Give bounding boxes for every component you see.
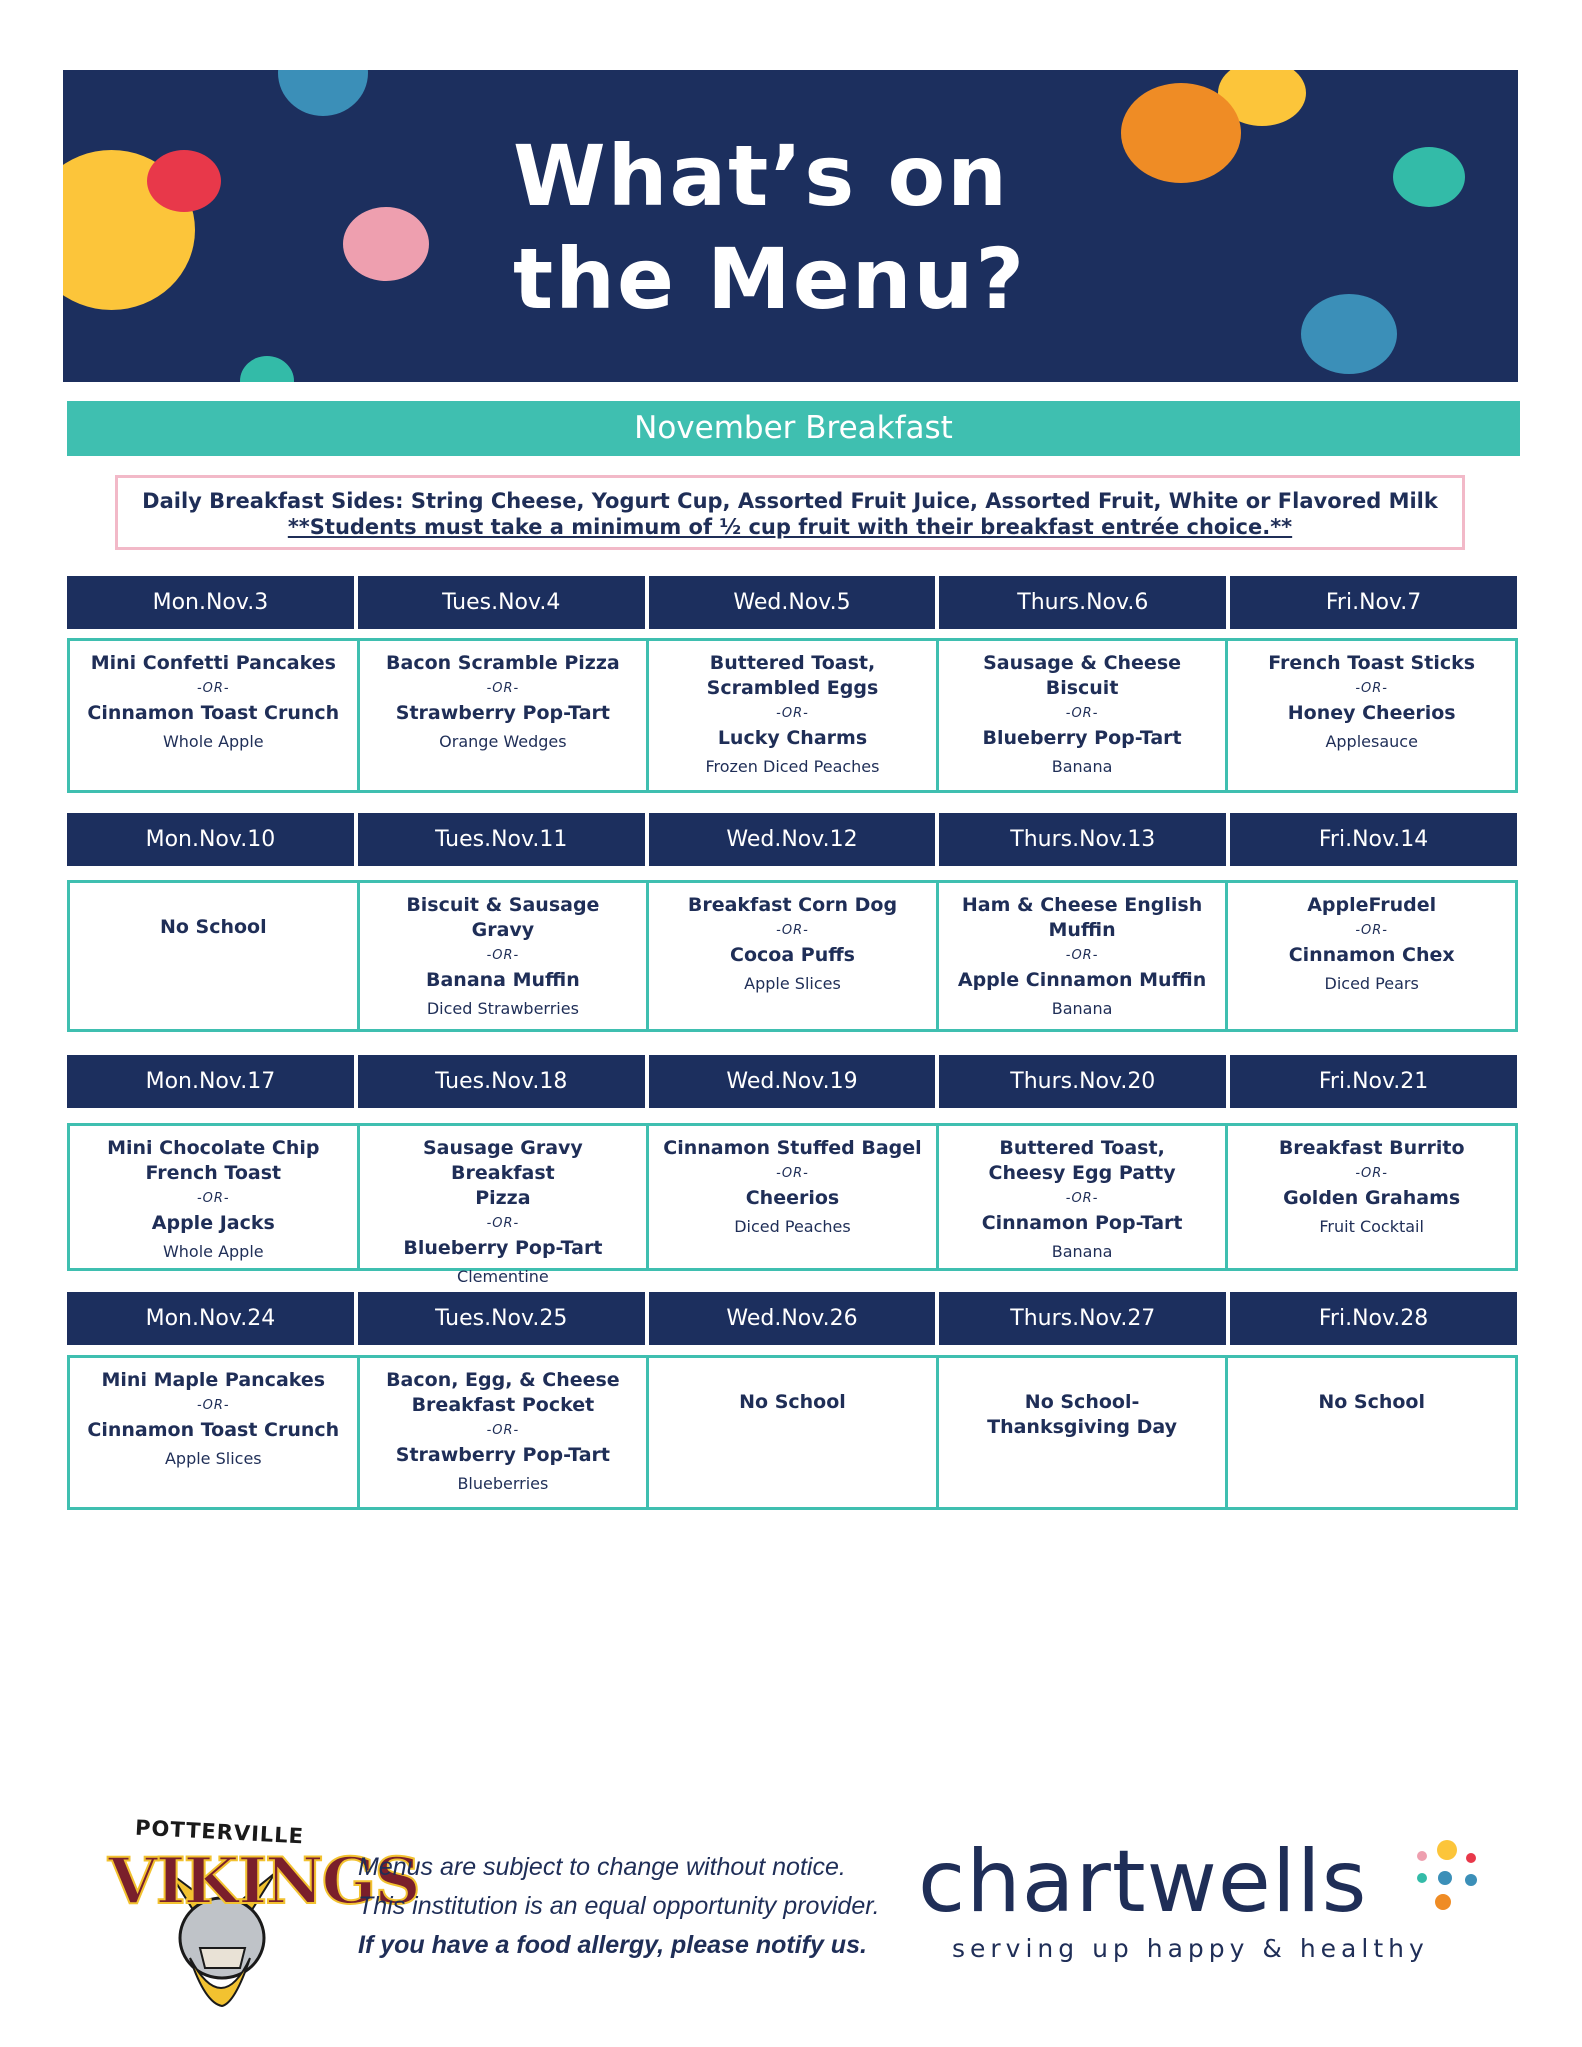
entree-option-2: Lucky Charms xyxy=(717,727,868,749)
notice-line-2: This institution is an equal opportunity provider. xyxy=(358,1892,880,1920)
menu-cell xyxy=(939,1358,1229,1507)
menu-cell xyxy=(649,1126,939,1268)
fruit-side: Whole Apple xyxy=(162,1242,264,1261)
decorative-dot xyxy=(343,207,429,281)
entree-option-2: Blueberry Pop-Tart xyxy=(403,1237,603,1259)
title-line-2: the Menu? xyxy=(513,230,1027,328)
entree-option-1: No School xyxy=(159,916,267,938)
week-menu-row xyxy=(67,880,1518,1032)
decorative-dot xyxy=(240,356,294,382)
month-title: November Breakfast xyxy=(67,401,1520,456)
menu-cell xyxy=(70,641,360,790)
menu-cell xyxy=(939,641,1229,790)
entree-option-1: Mini Confetti Pancakes xyxy=(90,652,336,674)
menu-cell xyxy=(360,883,650,1029)
or-separator: -OR- xyxy=(196,1398,230,1413)
menu-cell xyxy=(70,1358,360,1507)
week-menu-row xyxy=(67,1123,1518,1286)
fruit-requirement-text: **Students must take a minimum of ½ cup fruit with their breakfast entrée choice.** xyxy=(287,515,1293,539)
fruit-side: Banana xyxy=(1051,757,1113,776)
entree-option-1: Sausage Gravy Breakfast Pizza xyxy=(422,1137,583,1209)
brand-tagline: serving up happy & healthy xyxy=(952,1934,1429,1963)
entree-option-2: Cinnamon Chex xyxy=(1288,944,1455,966)
menu-cell xyxy=(1228,1358,1515,1507)
or-separator: -OR- xyxy=(196,681,230,696)
fruit-side: Diced Peaches xyxy=(734,1217,851,1236)
entree-option-1: No School xyxy=(739,1391,846,1413)
fruit-side: Orange Wedges xyxy=(439,732,567,751)
fruit-side: Fruit Cocktail xyxy=(1319,1217,1424,1236)
or-separator: -OR- xyxy=(1065,706,1099,721)
day-header: Fri.Nov.7 xyxy=(1230,576,1517,629)
entree-option-1: Mini Maple Pancakes xyxy=(101,1369,326,1391)
title-line-1: What’s on xyxy=(513,127,1009,225)
decorative-dot xyxy=(278,70,368,116)
entree-option-1: Breakfast Corn Dog xyxy=(687,894,898,916)
entree-option-1: AppleFrudel xyxy=(1307,894,1437,916)
menu-cell xyxy=(70,883,360,1029)
entree-option-2: Cinnamon Toast Crunch xyxy=(87,702,340,724)
day-header: Wed.Nov.12 xyxy=(649,813,936,866)
menu-cell xyxy=(1228,1126,1515,1268)
fruit-side: Apple Slices xyxy=(164,1449,262,1468)
fruit-side: Clementine xyxy=(457,1267,549,1286)
brand-name: chartwells xyxy=(918,1832,1368,1932)
entree-option-1: Buttered Toast, Scrambled Eggs xyxy=(706,652,879,699)
day-header: Mon.Nov.17 xyxy=(67,1055,354,1108)
menu-cell xyxy=(649,883,939,1029)
daily-sides-text: Daily Breakfast Sides: String Cheese, Yogurt Cup, Assorted Fruit Juice, Assorted Fruit, White or Flavored Milk xyxy=(142,489,1438,513)
day-header: Thurs.Nov.13 xyxy=(939,813,1226,866)
menu-cell xyxy=(939,883,1229,1029)
day-header: Fri.Nov.21 xyxy=(1230,1055,1517,1108)
week-menu-row xyxy=(67,1355,1518,1510)
day-header: Mon.Nov.24 xyxy=(67,1292,354,1345)
decorative-dot xyxy=(1301,294,1397,374)
menu-cell xyxy=(360,1358,650,1507)
menu-cell xyxy=(360,641,650,790)
fruit-side: Banana xyxy=(1051,1242,1113,1261)
fruit-side: Applesauce xyxy=(1325,732,1418,751)
day-header: Wed.Nov.5 xyxy=(649,576,936,629)
fruit-side: Frozen Diced Peaches xyxy=(705,757,880,776)
day-header: Thurs.Nov.20 xyxy=(939,1055,1226,1108)
entree-option-2: Apple Jacks xyxy=(151,1212,275,1234)
week-header-row xyxy=(67,813,1517,866)
day-header: Wed.Nov.19 xyxy=(649,1055,936,1108)
day-header: Mon.Nov.10 xyxy=(67,813,354,866)
menu-cell xyxy=(70,1126,360,1268)
header-banner xyxy=(63,70,1518,382)
or-separator: -OR- xyxy=(776,1166,809,1181)
or-separator: -OR- xyxy=(1355,923,1388,938)
entree-option-1: Biscuit & Sausage Gravy xyxy=(406,894,600,941)
entree-option-2: Golden Grahams xyxy=(1283,1187,1461,1209)
menu-cell xyxy=(649,641,939,790)
logo-main-text: VIKINGS xyxy=(108,1844,419,1919)
entree-option-1: Ham & Cheese English Muffin xyxy=(961,894,1203,941)
or-separator: -OR- xyxy=(486,1423,520,1438)
notice-line-1: Menus are subject to change without notice. xyxy=(358,1853,846,1881)
fruit-side: Whole Apple xyxy=(162,732,264,751)
or-separator: -OR- xyxy=(776,923,809,938)
decorative-dot xyxy=(147,150,221,212)
day-header: Tues.Nov.18 xyxy=(358,1055,645,1108)
menu-cell xyxy=(649,1358,939,1507)
or-separator: -OR- xyxy=(776,706,809,721)
daily-sides-box xyxy=(115,475,1465,550)
menu-cell xyxy=(1228,883,1515,1029)
entree-option-1: Breakfast Burrito xyxy=(1278,1137,1465,1159)
fruit-side: Diced Pears xyxy=(1324,974,1419,993)
decorative-dot xyxy=(1121,83,1241,183)
week-header-row xyxy=(67,576,1517,629)
or-separator: -OR- xyxy=(486,681,520,696)
day-header: Tues.Nov.4 xyxy=(358,576,645,629)
entree-option-2: Honey Cheerios xyxy=(1287,702,1456,724)
or-separator: -OR- xyxy=(486,1216,520,1231)
day-header: Mon.Nov.3 xyxy=(67,576,354,629)
or-separator: -OR- xyxy=(1355,681,1388,696)
fruit-side: Diced Strawberries xyxy=(426,999,579,1018)
day-header: Tues.Nov.11 xyxy=(358,813,645,866)
day-header: Thurs.Nov.27 xyxy=(939,1292,1226,1345)
entree-option-1: Bacon Scramble Pizza xyxy=(386,652,620,674)
decorative-dot xyxy=(1393,147,1465,207)
entree-option-2: Cinnamon Toast Crunch xyxy=(87,1419,340,1441)
entree-option-2: Cinnamon Pop-Tart xyxy=(981,1212,1183,1234)
menu-cell xyxy=(1228,641,1515,790)
potterville-vikings-logo xyxy=(100,1815,419,2008)
entree-option-1: Mini Chocolate Chip French Toast xyxy=(107,1137,320,1184)
or-separator: -OR- xyxy=(196,1191,230,1206)
fruit-side: Banana xyxy=(1051,999,1113,1018)
entree-option-1: French Toast Sticks xyxy=(1268,652,1476,674)
entree-option-1: No School- Thanksgiving Day xyxy=(987,1391,1178,1438)
chartwells-logo xyxy=(918,1832,1498,1988)
entree-option-1: Bacon, Egg, & Cheese Breakfast Pocket xyxy=(386,1369,620,1416)
menu-cell xyxy=(360,1126,650,1286)
or-separator: -OR- xyxy=(486,948,520,963)
or-separator: -OR- xyxy=(1355,1166,1388,1181)
entree-option-2: Blueberry Pop-Tart xyxy=(982,727,1182,749)
entree-option-1: Cinnamon Stuffed Bagel xyxy=(663,1137,922,1159)
or-separator: -OR- xyxy=(1065,1191,1099,1206)
day-header: Fri.Nov.14 xyxy=(1230,813,1517,866)
entree-option-1: No School xyxy=(1318,1391,1425,1413)
entree-option-2: Strawberry Pop-Tart xyxy=(395,1444,610,1466)
entree-option-2: Banana Muffin xyxy=(426,969,580,991)
day-header: Fri.Nov.28 xyxy=(1230,1292,1517,1345)
logo-top-text: POTTERVILLE xyxy=(134,1815,305,1849)
entree-option-2: Cheerios xyxy=(745,1187,840,1209)
menu-cell xyxy=(939,1126,1229,1268)
entree-option-2: Apple Cinnamon Muffin xyxy=(957,969,1207,991)
allergy-notice: If you have a food allergy, please notify us. xyxy=(358,1931,867,1959)
day-header: Tues.Nov.25 xyxy=(358,1292,645,1345)
entree-option-1: Buttered Toast, Cheesy Egg Patty xyxy=(988,1137,1176,1184)
entree-option-1: Sausage & Cheese Biscuit xyxy=(983,652,1182,699)
week-menu-row xyxy=(67,638,1518,793)
footer-notice xyxy=(358,1848,880,1965)
fruit-side: Apple Slices xyxy=(744,974,841,993)
entree-option-2: Strawberry Pop-Tart xyxy=(395,702,610,724)
fruit-side: Blueberries xyxy=(457,1474,549,1493)
day-header: Thurs.Nov.6 xyxy=(939,576,1226,629)
week-header-row xyxy=(67,1292,1517,1345)
day-header: Wed.Nov.26 xyxy=(649,1292,936,1345)
entree-option-2: Cocoa Puffs xyxy=(730,944,855,966)
or-separator: -OR- xyxy=(1065,948,1099,963)
brand-dots-icon xyxy=(1413,1838,1493,1918)
week-header-row xyxy=(67,1055,1517,1108)
